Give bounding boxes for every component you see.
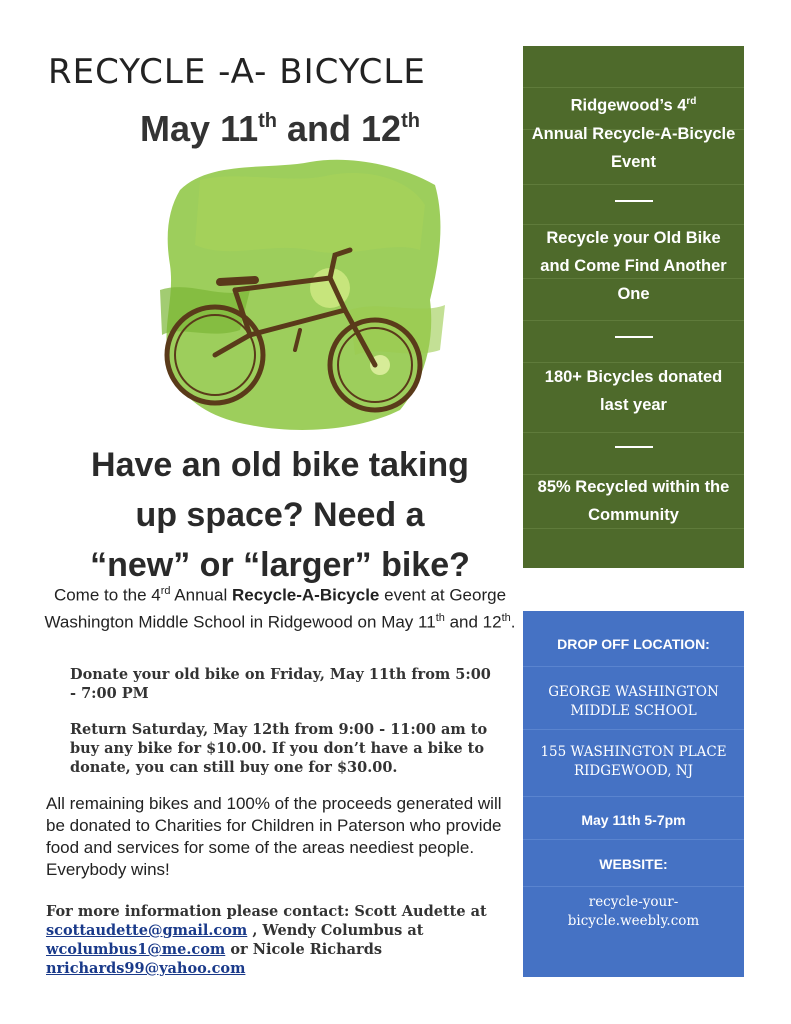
blue-location-panel xyxy=(523,611,744,977)
dropoff-address: 155 WASHINGTON PLACE RIDGEWOOD, NJ xyxy=(540,744,727,779)
recycle-message: Recycle your Old Bike and Come Find Another One xyxy=(540,229,727,303)
donate-details: Donate your old bike on Friday, May 11th from 5:00 - 7:00 PM xyxy=(70,666,491,702)
contact-info: For more information please contact: Scott Audette at scottaudette@gmail.com , Wendy Columbus at wcolumbus1@me.com or Nicole Richards nrichards99@yahoo.com xyxy=(46,903,487,977)
intro-paragraph: Come to the 4rd Annual Recycle-A-Bicycle event at George Washington Middle School in Ridgewood on May 11th and 12th. xyxy=(44,585,516,632)
lead-question xyxy=(40,440,520,590)
divider xyxy=(615,336,653,338)
website-link[interactable]: recycle-your-bicycle.weebly.com xyxy=(567,894,700,929)
email-link-wendy[interactable]: wcolumbus1@me.com xyxy=(46,941,226,958)
green-info-panel xyxy=(523,46,744,568)
dropoff-school: GEORGE WASHINGTON MIDDLE SCHOOL xyxy=(548,684,719,719)
bicycle-illustration-icon xyxy=(150,150,450,440)
email-link-nicole[interactable]: nrichards99@yahoo.com xyxy=(46,960,246,977)
donation-stat: 180+ Bicycles donated last year xyxy=(544,368,723,414)
divider xyxy=(615,200,653,202)
website-heading: WEBSITE: xyxy=(599,856,668,872)
event-dates: May 11th and 12th xyxy=(140,108,420,149)
return-details: Return Saturday, May 12th from 9:00 - 11:00 am to buy any bike for $10.00. If you don’t have a bike to donate, you can still buy one for $30.00. xyxy=(70,721,488,776)
divider xyxy=(615,446,653,448)
proceeds-paragraph: All remaining bikes and 100% of the proceeds generated will be donated to Charities for Children in Paterson who provide food and services for some of the areas neediest people. Everybody wins! xyxy=(46,794,502,879)
dropoff-time: May 11th 5-7pm xyxy=(581,812,686,828)
lead-line-1: Have an old bike taking xyxy=(91,446,469,484)
dropoff-heading: DROP OFF LOCATION: xyxy=(557,636,710,652)
flyer-title: RECYCLE -A- BICYCLE xyxy=(48,52,426,92)
lead-line-2: up space? Need a xyxy=(135,496,425,534)
recycled-stat: 85% Recycled within the Community xyxy=(537,478,730,524)
event-name-block: Ridgewood’s 4rd Annual Recycle-A-Bicycle Event xyxy=(531,96,736,171)
lead-line-3: “new” or “larger” bike? xyxy=(90,546,470,584)
email-link-scott[interactable]: scottaudette@gmail.com xyxy=(46,922,248,939)
